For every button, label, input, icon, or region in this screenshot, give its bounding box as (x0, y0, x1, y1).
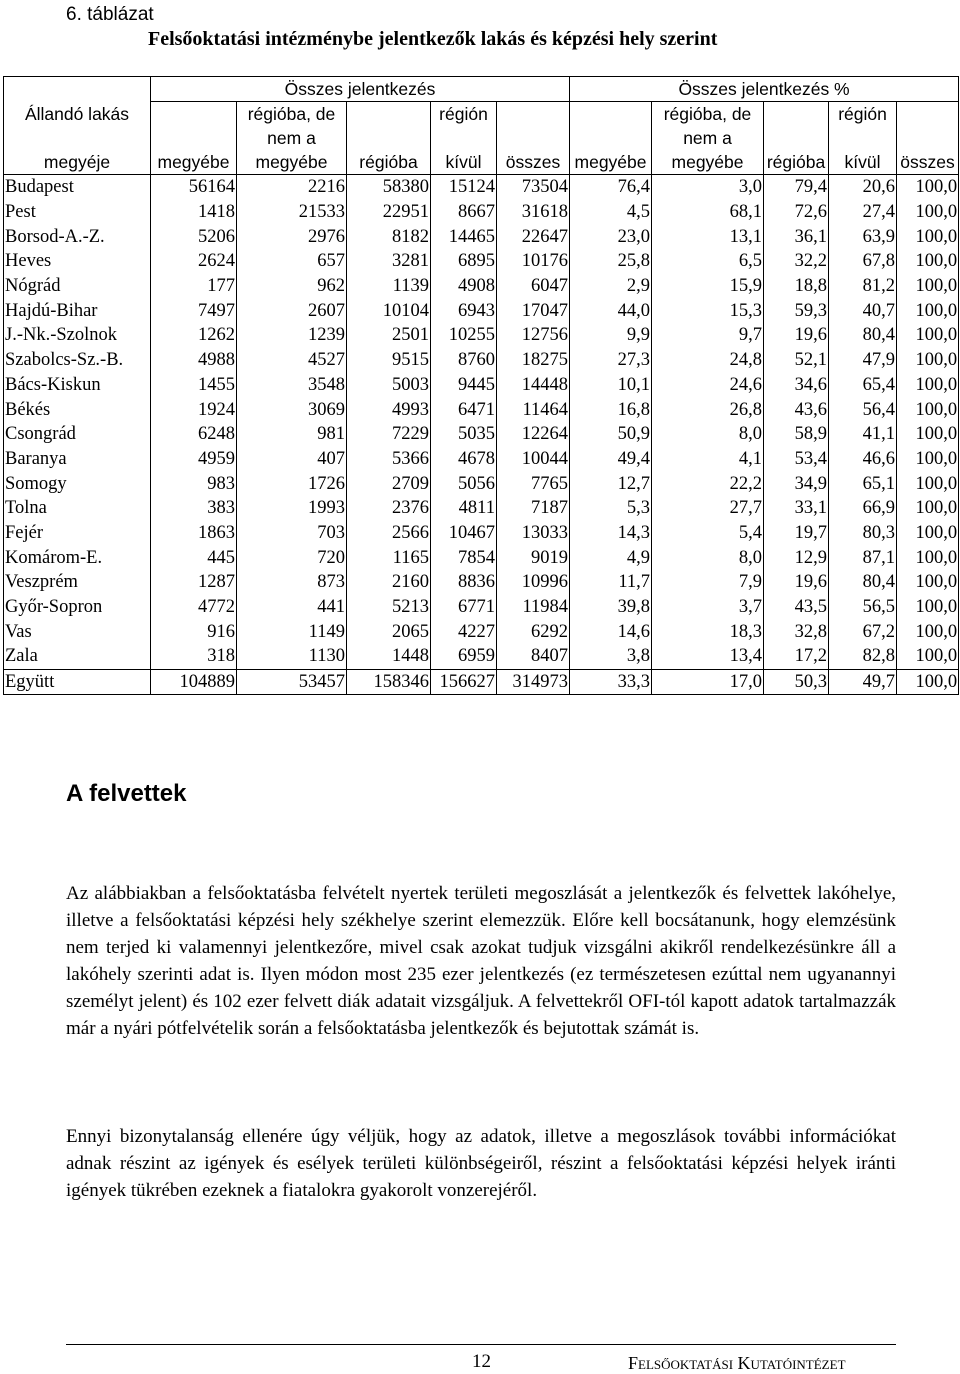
table-cell: 2160 (347, 570, 431, 595)
col-header-region-kivul-pct: régión (829, 102, 897, 127)
table-cell: 100,0 (897, 175, 959, 200)
row-label-header-2: megyéje (4, 150, 151, 175)
table-row (4, 644, 959, 669)
table-row (4, 570, 959, 595)
table-cell: 23,0 (570, 224, 652, 249)
table-cell: 24,8 (652, 348, 764, 373)
table-cell: 441 (237, 595, 347, 620)
table-cell: 19,6 (764, 323, 829, 348)
table-cell: 7229 (347, 422, 431, 447)
table-cell: 19,6 (764, 570, 829, 595)
table-cell: 5056 (431, 471, 497, 496)
table-cell: 8836 (431, 570, 497, 595)
col-header-line: kívül (829, 150, 897, 175)
table-cell: 4993 (347, 397, 431, 422)
data-table (3, 76, 959, 695)
table-cell: 12756 (497, 323, 570, 348)
table-cell: 100,0 (897, 471, 959, 496)
table-cell: 100,0 (897, 447, 959, 472)
table-cell: 100,0 (897, 348, 959, 373)
table-cell: 10996 (497, 570, 570, 595)
table-cell: 27,4 (829, 200, 897, 225)
table-cell: 80,3 (829, 521, 897, 546)
table-row (4, 323, 959, 348)
table-cell: 52,1 (764, 348, 829, 373)
row-label: Borsod-A.-Z. (4, 224, 151, 249)
paragraph-2: Ennyi bizonytalanság ellenére úgy véljük, hogy az adatok, illetve a megoszlások további információkat adnak részint az igények és esélyek területi különbségeiről, részint a felsőoktatási képzési helyek iránti igények tükrében ezeknek a fiatalokra gyakorolt vonzerejéről. (66, 1126, 896, 1201)
table-cell: 1139 (347, 274, 431, 299)
table-cell: 82,8 (829, 644, 897, 669)
row-label: Bács-Kiskun (4, 373, 151, 398)
col-header-regioba-de: régióba, de (237, 102, 347, 127)
table-cell: 4988 (151, 348, 237, 373)
table-cell: 981 (237, 422, 347, 447)
table-cell: 4678 (431, 447, 497, 472)
row-label: J.-Nk.-Szolnok (4, 323, 151, 348)
total-cell: 17,0 (652, 669, 764, 695)
table-cell: 40,7 (829, 298, 897, 323)
table-cell: 43,5 (764, 595, 829, 620)
table-cell: 6771 (431, 595, 497, 620)
col-header-line: kívül (431, 150, 497, 175)
col-header-regioba-de-pct: régióba, de (652, 102, 764, 127)
table-cell: 703 (237, 521, 347, 546)
table-cell: 2,9 (570, 274, 652, 299)
table-row (4, 175, 959, 200)
table-row (4, 298, 959, 323)
table-cell: 36,1 (764, 224, 829, 249)
table-cell: 9445 (431, 373, 497, 398)
table-cell: 7497 (151, 298, 237, 323)
table-cell: 2624 (151, 249, 237, 274)
table-cell: 2566 (347, 521, 431, 546)
table-cell: 7187 (497, 496, 570, 521)
total-cell: 49,7 (829, 669, 897, 695)
table-cell: 2501 (347, 323, 431, 348)
table-cell: 2065 (347, 619, 431, 644)
row-label: Csongrád (4, 422, 151, 447)
table-cell: 43,6 (764, 397, 829, 422)
header-row-1 (4, 77, 959, 102)
table-row (4, 274, 959, 299)
table-cell: 1863 (151, 521, 237, 546)
table-cell: 19,7 (764, 521, 829, 546)
table-cell: 8667 (431, 200, 497, 225)
table-cell: 21533 (237, 200, 347, 225)
table-cell: 13,1 (652, 224, 764, 249)
table-cell: 68,1 (652, 200, 764, 225)
table-cell: 15124 (431, 175, 497, 200)
table-cell: 9019 (497, 545, 570, 570)
table-number: 6. táblázat (66, 4, 154, 25)
table-cell: 10255 (431, 323, 497, 348)
table-cell: 100,0 (897, 545, 959, 570)
table-cell: 100,0 (897, 422, 959, 447)
total-cell: 156627 (431, 669, 497, 695)
row-label: Hajdú-Bihar (4, 298, 151, 323)
footer-divider (66, 1344, 896, 1345)
table-cell: 1239 (237, 323, 347, 348)
table-cell: 6248 (151, 422, 237, 447)
table-cell: 5035 (431, 422, 497, 447)
table-cell: 100,0 (897, 521, 959, 546)
total-cell: 53457 (237, 669, 347, 695)
table-cell: 3281 (347, 249, 431, 274)
table-cell: 6895 (431, 249, 497, 274)
table-row (4, 521, 959, 546)
table-cell: 49,4 (570, 447, 652, 472)
table-cell: 65,4 (829, 373, 897, 398)
table-cell: 15,3 (652, 298, 764, 323)
row-label: Fejér (4, 521, 151, 546)
table-cell: 10104 (347, 298, 431, 323)
table-cell: 6471 (431, 397, 497, 422)
table-cell: 4772 (151, 595, 237, 620)
table-cell: 873 (237, 570, 347, 595)
table-cell: 59,3 (764, 298, 829, 323)
table-cell: 11464 (497, 397, 570, 422)
table-cell: 100,0 (897, 619, 959, 644)
table-cell: 17,2 (764, 644, 829, 669)
table-cell: 5366 (347, 447, 431, 472)
table-cell: 80,4 (829, 323, 897, 348)
table-cell: 14,3 (570, 521, 652, 546)
table-cell: 9,7 (652, 323, 764, 348)
table-cell: 32,8 (764, 619, 829, 644)
table-cell: 1287 (151, 570, 237, 595)
table-cell: 58380 (347, 175, 431, 200)
group-header-count: Összes jelentkezés (151, 77, 570, 102)
table-cell: 916 (151, 619, 237, 644)
table-cell: 32,2 (764, 249, 829, 274)
table-row (4, 397, 959, 422)
table-cell: 56164 (151, 175, 237, 200)
table-cell: 318 (151, 644, 237, 669)
table-cell: 22,2 (652, 471, 764, 496)
table-cell: 5,3 (570, 496, 652, 521)
table-cell: 13033 (497, 521, 570, 546)
table-cell: 9,9 (570, 323, 652, 348)
table-cell: 27,3 (570, 348, 652, 373)
total-cell: 158346 (347, 669, 431, 695)
row-label: Nógrád (4, 274, 151, 299)
table-cell: 12,9 (764, 545, 829, 570)
table-cell: 962 (237, 274, 347, 299)
header-row-4 (4, 150, 959, 175)
table-cell: 100,0 (897, 323, 959, 348)
table-cell: 27,7 (652, 496, 764, 521)
table-cell: 2976 (237, 224, 347, 249)
row-label: Szabolcs-Sz.-B. (4, 348, 151, 373)
table-cell: 983 (151, 471, 237, 496)
row-label: Komárom-E. (4, 545, 151, 570)
table-cell: 10,1 (570, 373, 652, 398)
row-label: Somogy (4, 471, 151, 496)
row-label: Veszprém (4, 570, 151, 595)
table-cell: 3,8 (570, 644, 652, 669)
table-cell: 8407 (497, 644, 570, 669)
table-cell: 1130 (237, 644, 347, 669)
table-cell: 73504 (497, 175, 570, 200)
table-cell: 5,4 (652, 521, 764, 546)
table-cell: 100,0 (897, 496, 959, 521)
col-header-line: nem a (652, 126, 764, 150)
table-cell: 720 (237, 545, 347, 570)
table-row (4, 545, 959, 570)
table-cell: 3,7 (652, 595, 764, 620)
table-cell: 4908 (431, 274, 497, 299)
header-row-3 (4, 126, 959, 150)
table-cell: 2216 (237, 175, 347, 200)
table-cell: 34,9 (764, 471, 829, 496)
table-cell: 67,2 (829, 619, 897, 644)
table-cell: 6,5 (652, 249, 764, 274)
row-label: Baranya (4, 447, 151, 472)
table-cell: 1448 (347, 644, 431, 669)
table-cell: 6959 (431, 644, 497, 669)
total-cell: 33,3 (570, 669, 652, 695)
col-header-osszes-pct: összes (897, 150, 959, 175)
table-cell: 66,9 (829, 496, 897, 521)
col-header-line: megyébe (652, 150, 764, 175)
col-header-megyebe: megyébe (151, 150, 237, 175)
header-row-2 (4, 102, 959, 127)
total-row (4, 669, 959, 695)
table-cell: 1418 (151, 200, 237, 225)
table-cell: 3,0 (652, 175, 764, 200)
table-cell: 87,1 (829, 545, 897, 570)
table-cell: 56,5 (829, 595, 897, 620)
table-cell: 7765 (497, 471, 570, 496)
table-cell: 1993 (237, 496, 347, 521)
table-cell: 44,0 (570, 298, 652, 323)
table-row (4, 595, 959, 620)
table-cell: 22647 (497, 224, 570, 249)
total-cell: 50,3 (764, 669, 829, 695)
table-cell: 10467 (431, 521, 497, 546)
table-cell: 4,1 (652, 447, 764, 472)
total-cell: 104889 (151, 669, 237, 695)
table-cell: 100,0 (897, 397, 959, 422)
table-cell: 8,0 (652, 545, 764, 570)
table-cell: 4227 (431, 619, 497, 644)
row-label: Tolna (4, 496, 151, 521)
table-cell: 13,4 (652, 644, 764, 669)
table-cell: 81,2 (829, 274, 897, 299)
col-header-megyebe-pct: megyébe (570, 150, 652, 175)
row-label: Heves (4, 249, 151, 274)
table-cell: 63,9 (829, 224, 897, 249)
table-cell: 4,5 (570, 200, 652, 225)
table-cell: 76,4 (570, 175, 652, 200)
table-cell: 1455 (151, 373, 237, 398)
table-cell: 100,0 (897, 274, 959, 299)
table-cell: 445 (151, 545, 237, 570)
col-header-line: megyébe (237, 150, 347, 175)
table-cell: 33,1 (764, 496, 829, 521)
table-cell: 4811 (431, 496, 497, 521)
table-cell: 5206 (151, 224, 237, 249)
table-cell: 1924 (151, 397, 237, 422)
table-cell: 8760 (431, 348, 497, 373)
table-cell: 6047 (497, 274, 570, 299)
row-label: Vas (4, 619, 151, 644)
table-cell: 24,6 (652, 373, 764, 398)
section-title: A felvettek (66, 780, 187, 807)
table-cell: 2607 (237, 298, 347, 323)
table-cell: 16,8 (570, 397, 652, 422)
row-label: Zala (4, 644, 151, 669)
table-cell: 1149 (237, 619, 347, 644)
table-cell: 9515 (347, 348, 431, 373)
table-body (4, 175, 959, 670)
table-cell: 3548 (237, 373, 347, 398)
table-cell: 20,6 (829, 175, 897, 200)
row-label: Békés (4, 397, 151, 422)
table-cell: 100,0 (897, 200, 959, 225)
table-caption: Felsőoktatási intézménybe jelentkezők lakás és képzési hely szerint (148, 28, 718, 50)
table-cell: 5213 (347, 595, 431, 620)
table-cell: 7,9 (652, 570, 764, 595)
table-cell: 15,9 (652, 274, 764, 299)
row-label: Budapest (4, 175, 151, 200)
table-cell: 6943 (431, 298, 497, 323)
table-cell: 79,4 (764, 175, 829, 200)
table-cell: 10044 (497, 447, 570, 472)
table-cell: 12,7 (570, 471, 652, 496)
table-cell: 39,8 (570, 595, 652, 620)
table-cell: 4,9 (570, 545, 652, 570)
table-cell: 56,4 (829, 397, 897, 422)
paragraph-1: Az alábbiakban a felsőoktatásba felvételt nyertek területi megoszlását a jelentkezők és felvettek lakóhelye, illetve a felsőoktatási képzési hely székhelye szerint elemezzük. Előre kell bocsátanunk, hogy elemzésünk nem terjed ki valamennyi jelentkezőre, mivel csak azokat tudjuk vizsgálni akikről rendelkezésünkre áll a lakóhely szerinti adat is. Ilyen módon most 235 ezer jelentkezés (ez természetesen ezúttal nem ugyanannyi személyt jelent) és 102 ezer felvett diák adatait vizsgáljuk. A felvettekről OFI-tól kapott adatok tartalmazzák már a nyári pótfelvételik során a felsőoktatásba jelentkezők és bejutottak számát is. (66, 883, 896, 1039)
table-cell: 100,0 (897, 595, 959, 620)
table-cell: 25,8 (570, 249, 652, 274)
col-header-regioba: régióba (347, 150, 431, 175)
table-cell: 47,9 (829, 348, 897, 373)
table-cell: 18,8 (764, 274, 829, 299)
table-row (4, 348, 959, 373)
table-row (4, 619, 959, 644)
table-row (4, 224, 959, 249)
col-header-regioba-pct: régióba (764, 150, 829, 175)
table-cell: 34,6 (764, 373, 829, 398)
row-label: Győr-Sopron (4, 595, 151, 620)
page-number: 12 (472, 1351, 491, 1372)
table-cell: 58,9 (764, 422, 829, 447)
table-cell: 26,8 (652, 397, 764, 422)
table-row (4, 249, 959, 274)
col-header-line: nem a (237, 126, 347, 150)
table-cell: 5003 (347, 373, 431, 398)
table-row (4, 200, 959, 225)
table-cell: 80,4 (829, 570, 897, 595)
table-cell: 53,4 (764, 447, 829, 472)
table-cell: 7854 (431, 545, 497, 570)
table-cell: 100,0 (897, 249, 959, 274)
table-cell: 2709 (347, 471, 431, 496)
table-cell: 4959 (151, 447, 237, 472)
col-header-region-kivul: régión (431, 102, 497, 127)
table-cell: 41,1 (829, 422, 897, 447)
total-label: Együtt (4, 669, 151, 695)
table-cell: 1165 (347, 545, 431, 570)
table-cell: 4527 (237, 348, 347, 373)
table-cell: 31618 (497, 200, 570, 225)
table-cell: 100,0 (897, 224, 959, 249)
table-cell: 14465 (431, 224, 497, 249)
table-cell: 100,0 (897, 298, 959, 323)
table-cell: 1726 (237, 471, 347, 496)
footer-institute: Felsőoktatási Kutatóintézet (628, 1353, 846, 1373)
table-cell: 8182 (347, 224, 431, 249)
group-header-pct: Összes jelentkezés % (570, 77, 959, 102)
table-cell: 6292 (497, 619, 570, 644)
table-cell: 50,9 (570, 422, 652, 447)
table-row (4, 373, 959, 398)
table-cell: 11984 (497, 595, 570, 620)
table-cell: 177 (151, 274, 237, 299)
col-header-osszes: összes (497, 150, 570, 175)
table-cell: 22951 (347, 200, 431, 225)
row-label-header: Állandó lakás (4, 102, 151, 127)
table-cell: 72,6 (764, 200, 829, 225)
table-row (4, 496, 959, 521)
table-row (4, 471, 959, 496)
table-row (4, 422, 959, 447)
table-cell: 2376 (347, 496, 431, 521)
table-row (4, 447, 959, 472)
table-cell: 3069 (237, 397, 347, 422)
table-cell: 8,0 (652, 422, 764, 447)
table-cell: 657 (237, 249, 347, 274)
table-cell: 1262 (151, 323, 237, 348)
table-cell: 100,0 (897, 570, 959, 595)
table-cell: 67,8 (829, 249, 897, 274)
table-cell: 100,0 (897, 373, 959, 398)
table-cell: 46,6 (829, 447, 897, 472)
table-cell: 100,0 (897, 644, 959, 669)
table-cell: 12264 (497, 422, 570, 447)
table-cell: 14,6 (570, 619, 652, 644)
table-cell: 65,1 (829, 471, 897, 496)
table-cell: 10176 (497, 249, 570, 274)
row-label: Pest (4, 200, 151, 225)
table-cell: 18,3 (652, 619, 764, 644)
table-cell: 407 (237, 447, 347, 472)
table-cell: 383 (151, 496, 237, 521)
table-cell: 17047 (497, 298, 570, 323)
total-cell: 100,0 (897, 669, 959, 695)
table-cell: 18275 (497, 348, 570, 373)
table-cell: 11,7 (570, 570, 652, 595)
total-cell: 314973 (497, 669, 570, 695)
table-cell: 14448 (497, 373, 570, 398)
